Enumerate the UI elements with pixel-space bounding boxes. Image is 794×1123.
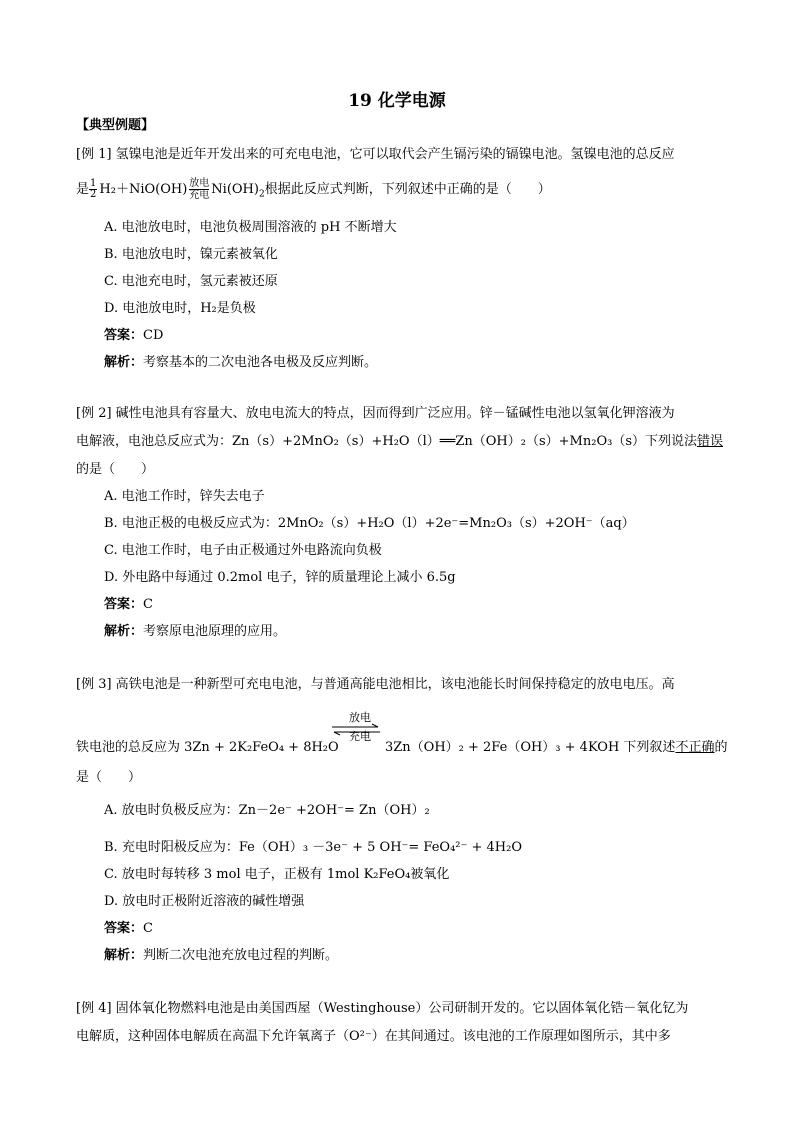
ex3-arrow-bottom-label: 充电 bbox=[349, 730, 371, 743]
ex1-option-b: B. 电池放电时，镍元素被氧化 bbox=[104, 247, 278, 262]
ex3-analysis-text: 判断二次电池充放电过程的判断。 bbox=[143, 948, 339, 963]
ex1-fraction-denominator: 2 bbox=[90, 189, 97, 200]
ex2-option-a: A. 电池工作时，锌失去电子 bbox=[104, 489, 265, 504]
ex1-line2-suffix: 根据此反应式判断，下列叙述中正确的是（ ） bbox=[264, 182, 551, 197]
ex1-option-c: C. 电池充电时，氢元素被还原 bbox=[104, 274, 278, 289]
ex2-option-b: B. 电池正极的电极反应式为：2MnO₂（s）+H₂O（l）+2e⁻=Mn₂O₃（s）+2OH⁻（aq） bbox=[104, 516, 635, 531]
ex2-answer-value: C bbox=[143, 597, 153, 612]
ex1-equation-right: Ni(OH) bbox=[211, 182, 259, 197]
ex2-analysis-label: 解析： bbox=[104, 624, 144, 639]
ex3-line2-underlined: 不正确 bbox=[675, 740, 715, 755]
ex1-analysis bbox=[104, 355, 377, 371]
ex1-option-d: D. 电池放电时，H₂是负极 bbox=[104, 301, 256, 316]
ex1-equation-left: H₂＋NiO(OH) bbox=[99, 182, 188, 197]
ex2-analysis-text: 考察原电池原理的应用。 bbox=[143, 624, 287, 639]
ex3-line2-end: 的 bbox=[714, 740, 728, 755]
ex2-question-line1: [例 2] 碱性电池具有容量大、放电电流大的特点，因而得到广泛应用。锌－锰碱性电池以氢氧化钾溶液为 bbox=[76, 406, 675, 421]
ex3-question-line3: 是（ ） bbox=[76, 770, 142, 785]
ex1-option-a: A. 电池放电时，电池负极周围溶液的 pH 不断增大 bbox=[104, 220, 397, 235]
ex1-equation-right-subscript: 2 bbox=[258, 189, 265, 200]
ex3-question-line1: [例 3] 高铁电池是一种新型可充电电池，与普通高能电池相比，该电池能长时间保持稳定的放电电压。高 bbox=[76, 677, 675, 692]
ex1-question-line2 bbox=[76, 178, 551, 206]
ex3-option-d: D. 放电时正极附近溶液的碱性增强 bbox=[104, 894, 305, 909]
ex4-question-line2: 电解质，这种固体电解质在高温下允许氧离子（O²⁻）在其间通过。该电池的工作原理如图所示，其中多 bbox=[76, 1029, 671, 1044]
ex1-line2-prefix: 是 bbox=[76, 182, 90, 197]
ex2-answer-label: 答案： bbox=[104, 597, 144, 612]
ex1-reaction-arrow bbox=[189, 178, 209, 201]
ex1-question-line1: [例 1] 氢镍电池是近年开发出来的可充电电池，它可以取代会产生镉污染的镉镍电池。氢镍电池的总反应 bbox=[76, 147, 675, 162]
ex1-answer-value: CD bbox=[143, 328, 164, 343]
ex3-line2-right-text: 3Zn（OH）₂ + 2Fe（OH）₃ + 4KOH 下列叙述 bbox=[385, 740, 676, 755]
ex3-option-a: A. 放电时负极反应为：Zn－2e⁻ +2OH⁻= Zn（OH）₂ bbox=[104, 803, 430, 818]
ex3-analysis-label: 解析： bbox=[104, 948, 144, 963]
ex3-answer-label: 答案： bbox=[104, 921, 144, 936]
ex2-answer bbox=[104, 597, 153, 613]
ex1-arrow-top-label: 放电 bbox=[189, 178, 210, 189]
page-title: 19 化学电源 bbox=[348, 91, 446, 111]
ex2-option-d: D. 外电路中每通过 0.2mol 电子，锌的质量理论上减小 6.5g bbox=[104, 570, 456, 585]
ex2-option-c: C. 电池工作时，电子由正极通过外电路流向负极 bbox=[104, 543, 382, 558]
ex3-option-b: B. 充电时阳极反应为：Fe（OH）₃ －3e⁻ + 5 OH⁻= FeO₄²⁻ + 4H₂O bbox=[104, 840, 523, 855]
ex2-analysis bbox=[104, 624, 286, 640]
ex4-question-line1: [例 4] 固体氧化物燃料电池是由美国西屋（Westinghouse）公司研制开发的。它以固体氧化锆－氧化钇为 bbox=[76, 1001, 689, 1016]
ex1-answer-label: 答案： bbox=[104, 328, 144, 343]
ex1-fraction bbox=[89, 179, 97, 200]
section-heading: 【典型例题】 bbox=[76, 118, 155, 133]
ex3-question-line2-left: 铁电池的总反应为 3Zn + 2K₂FeO₄ + 8H₂O bbox=[76, 740, 339, 755]
ex3-question-line2-right bbox=[385, 740, 727, 756]
ex1-analysis-text: 考察基本的二次电池各电极及反应判断。 bbox=[143, 355, 378, 370]
ex1-analysis-label: 解析： bbox=[104, 355, 144, 370]
ex2-question-line2 bbox=[76, 434, 723, 450]
ex1-answer bbox=[104, 328, 163, 344]
ex3-option-c: C. 放电时每转移 3 mol 电子，正极有 1mol K₂FeO₄被氧化 bbox=[104, 867, 450, 882]
ex3-answer-value: C bbox=[143, 921, 153, 936]
ex2-line2-underlined: 错误 bbox=[697, 434, 724, 449]
ex1-fraction-numerator: 1 bbox=[90, 178, 97, 189]
ex2-line2-text: 电解液，电池总反应式为：Zn（s）+2MnO₂（s）+H₂O（l）══Zn（OH）₂（s）+Mn₂O₃（s）下列说法 bbox=[76, 434, 697, 449]
ex2-question-line3: 的是（ ） bbox=[76, 462, 155, 477]
ex3-arrow-top-label: 放电 bbox=[349, 711, 371, 724]
ex1-arrow-bottom-label: 充电 bbox=[189, 190, 210, 201]
ex3-answer bbox=[104, 921, 153, 937]
ex3-analysis bbox=[104, 948, 338, 964]
